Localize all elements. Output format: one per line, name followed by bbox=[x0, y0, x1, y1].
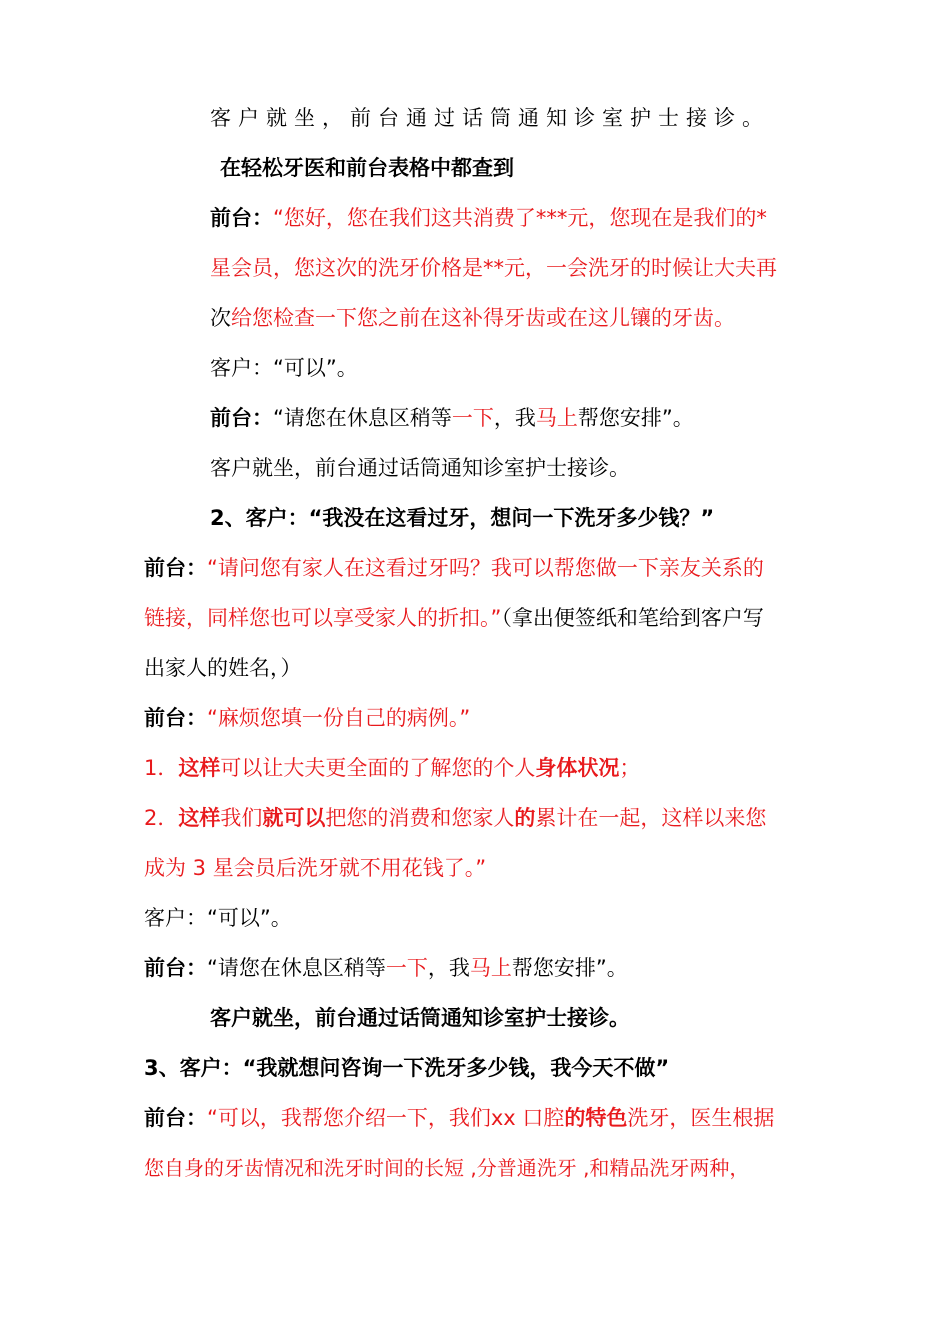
body-text: 客户就坐，前台通过话筒通知诊室护士接诊。 bbox=[210, 106, 770, 130]
body-text: （拿出便签纸和笔给到客户写 bbox=[501, 606, 764, 630]
dialogue-text: 我们 bbox=[220, 806, 263, 830]
speaker-label: 前台： bbox=[144, 556, 207, 580]
highlight-text: 马上 bbox=[535, 406, 578, 430]
section-subheading bbox=[220, 153, 514, 183]
paragraph-line bbox=[210, 253, 777, 283]
paragraph-line bbox=[210, 453, 630, 483]
dialogue-text: “可以，我帮您介绍一下，我们xx 口腔 bbox=[207, 1106, 565, 1130]
paragraph-line bbox=[144, 1153, 749, 1183]
highlight-text: 一下 bbox=[385, 956, 428, 980]
paragraph-line bbox=[144, 603, 764, 633]
body-text: “请您在休息区稍等 bbox=[273, 406, 452, 430]
heading-text: 3、客户：“我就想问咨询一下洗牙多少钱，我今天不做” bbox=[144, 1056, 670, 1080]
body-text: 客户就坐，前台通过话筒通知诊室护士接诊。 bbox=[210, 456, 630, 480]
speaker-label: 前台： bbox=[210, 406, 273, 430]
paragraph-line bbox=[144, 853, 486, 883]
body-text: 帮您安排”。 bbox=[577, 406, 694, 430]
paragraph-line bbox=[144, 703, 470, 733]
section-heading bbox=[210, 503, 714, 533]
speaker-label: 前台： bbox=[210, 206, 273, 230]
dialogue-text: ； bbox=[619, 756, 641, 780]
body-text: 次 bbox=[210, 306, 231, 330]
paragraph-line bbox=[144, 903, 292, 933]
subheading-text: 在轻松牙医和前台表格中都查到 bbox=[220, 156, 514, 180]
dialogue-text: 成为 3 星会员后洗牙就不用花钱了。” bbox=[144, 856, 487, 880]
body-text: 帮您安排”。 bbox=[511, 956, 628, 980]
dialogue-text: 给您检查一下您之前在这补得牙齿或在这儿镶的牙齿。 bbox=[231, 306, 735, 330]
body-text: “请您在休息区稍等 bbox=[207, 956, 386, 980]
dialogue-text: “您好，您在我们这共消费了***元，您现在是我们的* bbox=[273, 206, 767, 230]
emphasis-text: 身体状况 bbox=[535, 756, 620, 780]
body-text: ，我 bbox=[493, 406, 536, 430]
dialogue-text: 累计在一起，这样以来您 bbox=[535, 806, 767, 830]
heading-text: 2、客户：“我没在这看过牙，想问一下洗牙多少钱？” bbox=[210, 506, 715, 530]
emphasis-text: 的特色 bbox=[564, 1106, 628, 1130]
paragraph-line bbox=[210, 203, 767, 233]
dialogue-text: 星会员，您这次的洗牙价格是**元，一会洗牙的时候让大夫再 bbox=[210, 256, 777, 280]
dialogue-text: 您自身的牙齿情况和洗牙时间的长短 ,分普通洗牙 ,和精品洗牙两种， bbox=[144, 1156, 750, 1180]
paragraph-line bbox=[210, 1003, 630, 1033]
paragraph-line bbox=[210, 303, 735, 333]
body-text: 客户：“可以”。 bbox=[210, 356, 358, 380]
body-text: 客户：“可以”。 bbox=[144, 906, 292, 930]
paragraph-line bbox=[210, 103, 770, 133]
highlight-text: 马上 bbox=[469, 956, 512, 980]
dialogue-text: 把您的消费和您家人 bbox=[325, 806, 515, 830]
speaker-label: 前台： bbox=[144, 956, 207, 980]
emphasis-text: 就可以 bbox=[262, 806, 326, 830]
emphasis-text: 的 bbox=[514, 806, 536, 830]
speaker-label: 前台： bbox=[144, 1106, 207, 1130]
dialogue-text: 洗牙，医生根据 bbox=[627, 1106, 775, 1130]
body-text: 出家人的姓名，） bbox=[144, 656, 302, 680]
list-number: 2． bbox=[144, 806, 179, 830]
paragraph-line bbox=[210, 353, 358, 383]
section-heading bbox=[144, 1053, 669, 1083]
paragraph-line bbox=[144, 553, 764, 583]
dialogue-text: “麻烦您填一份自己的病例。” bbox=[207, 706, 471, 730]
highlight-text: 一下 bbox=[451, 406, 494, 430]
list-number: 1． bbox=[144, 756, 179, 780]
body-text: 客户就坐，前台通过话筒通知诊室护士接诊。 bbox=[210, 1006, 630, 1030]
dialogue-text: 可以让大夫更全面的了解您的个人 bbox=[220, 756, 536, 780]
paragraph-line bbox=[144, 953, 628, 983]
paragraph-line bbox=[144, 653, 302, 683]
dialogue-text: “请问您有家人在这看过牙吗？我可以帮您做一下亲友关系的 bbox=[207, 556, 764, 580]
emphasis-text: 这样 bbox=[178, 806, 221, 830]
paragraph-line bbox=[144, 1103, 774, 1133]
list-item bbox=[144, 803, 766, 833]
emphasis-text: 这样 bbox=[178, 756, 221, 780]
paragraph-line bbox=[210, 403, 694, 433]
speaker-label: 前台： bbox=[144, 706, 207, 730]
dialogue-text: 链接，同样您也可以享受家人的折扣。” bbox=[144, 606, 502, 630]
list-item bbox=[144, 753, 640, 783]
body-text: ，我 bbox=[427, 956, 470, 980]
